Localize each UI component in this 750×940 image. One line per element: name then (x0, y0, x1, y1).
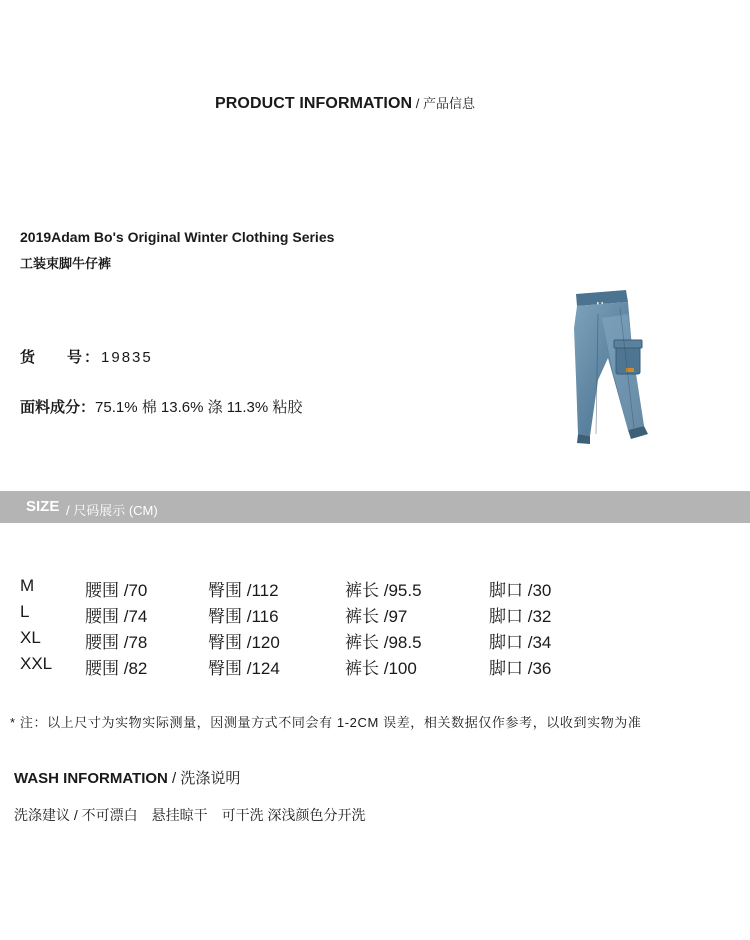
size-label: XXL (20, 654, 53, 673)
waist-value: 腰围 /78 (85, 633, 148, 652)
fabric-row (20, 396, 302, 417)
length-value: 裤长 /97 (345, 607, 408, 626)
size-row (0, 654, 750, 680)
wash-info-title-en: WASH INFORMATION (14, 770, 168, 787)
size-label: M (20, 576, 35, 595)
hem-value: 脚口 /30 (489, 581, 552, 600)
waist-value: 腰围 /74 (85, 607, 148, 626)
product-info-title (0, 93, 690, 113)
product-info-title-cn: / 产品信息 (412, 96, 475, 111)
series-name: 2019Adam Bo's Original Winter Clothing Series (20, 229, 335, 245)
size-row (0, 602, 750, 628)
hip-value: 臀围 /124 (208, 659, 280, 678)
size-table (0, 576, 750, 680)
denim-jogger-pants-photo (562, 288, 662, 453)
size-section-title: SIZE (26, 498, 60, 515)
size-note: * 注：以上尺寸为实物实际测量，因测量方式不同会有 1-2CM 误差，相关数据仅作参考，以收到实物为准 (10, 715, 642, 730)
length-value: 裤长 /100 (345, 659, 417, 678)
waist-value: 腰围 /82 (85, 659, 148, 678)
hip-value: 臀围 /112 (208, 581, 279, 600)
fabric-value: 75.1% 棉 13.6% 涤 11.3% 粘胶 (95, 399, 303, 416)
item-number-value: 19835 (101, 349, 153, 366)
waist-value: 腰围 /70 (85, 581, 148, 600)
wash-instructions: 洗涤建议 / 不可漂白 悬挂晾干 可干洗 深浅颜色分开洗 (14, 807, 366, 823)
length-value: 裤长 /98.5 (345, 633, 422, 652)
item-number-row (20, 346, 153, 367)
wash-info-title (14, 767, 240, 788)
size-label: L (20, 602, 30, 621)
hip-value: 臀围 /120 (208, 633, 280, 652)
size-section-header (0, 491, 750, 523)
hem-value: 脚口 /36 (489, 659, 552, 678)
size-section-subtitle: / 尺码展示 (CM) (66, 503, 158, 518)
item-number-label-b: 号： (67, 349, 102, 366)
hip-value: 臀围 /116 (208, 607, 279, 626)
product-info-title-en: PRODUCT INFORMATION (215, 95, 413, 112)
length-value: 裤长 /95.5 (345, 581, 422, 600)
fabric-label: 面料成分： (20, 399, 96, 416)
wash-info-title-cn: / 洗涤说明 (167, 770, 241, 787)
hem-value: 脚口 /32 (489, 607, 552, 626)
item-number-label-a: 货 (20, 349, 38, 366)
size-row (0, 576, 750, 602)
size-row (0, 628, 750, 654)
product-name: 工装束脚牛仔裤 (20, 256, 112, 271)
hem-value: 脚口 /34 (489, 633, 552, 652)
size-label: XL (20, 628, 41, 647)
